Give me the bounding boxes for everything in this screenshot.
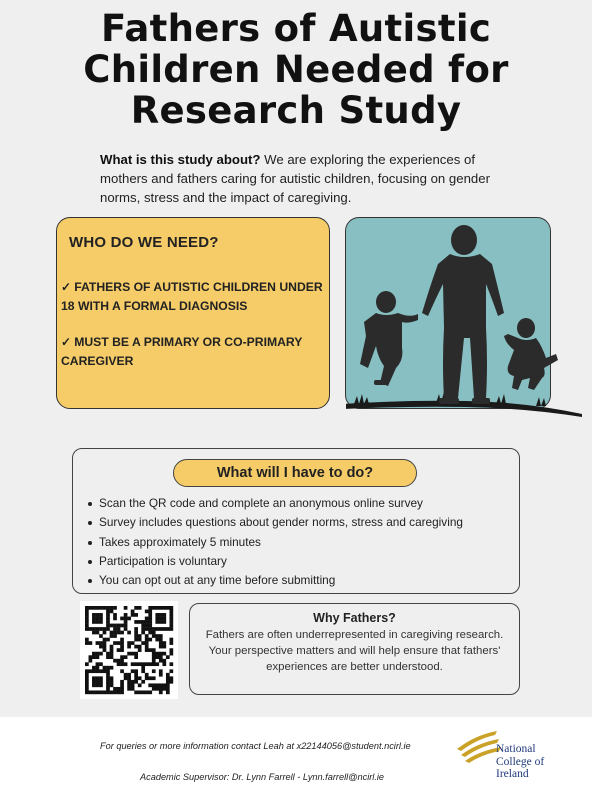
list-item: Takes approximately 5 minutes xyxy=(99,533,519,552)
supervisor-info: Academic Supervisor: Dr. Lynn Farrell - Lynn.farrell@ncirl.ie xyxy=(140,772,385,782)
title-line-3: Research Study xyxy=(130,89,462,132)
list-item: Participation is voluntary xyxy=(99,552,519,571)
study-intro xyxy=(100,150,520,207)
contact-info: For queries or more information contact Leah at x22144056@student.ncirl.ie xyxy=(100,741,411,751)
list-item: Scan the QR code and complete an anonymous online survey xyxy=(99,494,519,513)
father-children-silhouette xyxy=(346,218,586,418)
title-line-2: Children Needed for xyxy=(83,48,509,91)
logo-line-1: National xyxy=(496,743,536,755)
what-to-do-box xyxy=(72,448,520,594)
intro-text: We are exploring the experiences of mothers and fathers caring for autistic children, focusing on gender norms, stress and the impact of caregiving. xyxy=(100,152,490,205)
what-to-do-title: What will I have to do? xyxy=(173,459,417,487)
logo-line-2: College of xyxy=(496,755,545,768)
qr-code-icon[interactable] xyxy=(80,601,178,699)
page-title xyxy=(0,8,592,131)
who-we-need-box xyxy=(56,217,330,409)
logo-line-3: Ireland xyxy=(496,768,529,780)
what-to-do-list xyxy=(99,494,519,590)
criterion-item xyxy=(61,278,329,316)
criterion-text: MUST BE A PRIMARY OR CO-PRIMARY CAREGIVER xyxy=(61,335,303,368)
father-children-image xyxy=(345,217,551,409)
qr-code-graphic xyxy=(80,601,178,699)
who-we-need-title: WHO DO WE NEED? xyxy=(69,234,219,251)
criterion-item xyxy=(61,333,329,371)
criterion-text: FATHERS OF AUTISTIC CHILDREN UNDER 18 WITH A FORMAL DIAGNOSIS xyxy=(61,280,323,313)
footer xyxy=(0,717,592,797)
check-icon: ✓ xyxy=(61,335,72,349)
why-fathers-text: Fathers are often underrepresented in caregiving research. Your perspective matters and will help ensure that fathers' experiences are better understood. xyxy=(205,629,504,673)
ncirl-logo-text xyxy=(496,743,544,781)
check-icon: ✓ xyxy=(61,280,72,294)
list-item: You can opt out at any time before submitting xyxy=(99,571,519,590)
intro-question: What is this study about? xyxy=(100,152,261,167)
list-item: Survey includes questions about gender norms, stress and caregiving xyxy=(99,513,519,532)
why-fathers-title: Why Fathers? xyxy=(313,611,396,625)
why-fathers-box xyxy=(189,603,520,695)
title-line-1: Fathers of Autistic xyxy=(100,7,492,50)
